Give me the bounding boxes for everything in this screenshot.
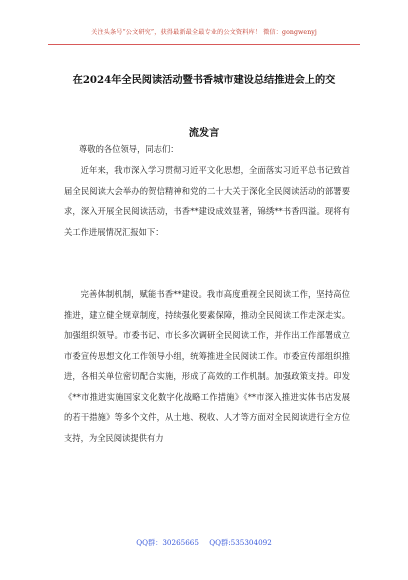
salutation: 尊敬的各位领导，同志们： [79, 144, 179, 154]
document-title-line-2: 流发言 [188, 127, 220, 139]
document-title-line-1: 在2024年全民阅读活动暨书香城市建设总结推进会上的交 [72, 74, 336, 86]
footer-qq-group-2: QQ群:535304092 [209, 538, 272, 547]
header-promo-note: 关注头条号“公文研究”，获得最新最全最专业的公文资料库！ 微信：gongwenyj [91, 29, 317, 36]
footer-qq-group-1: QQ群：30265665 [136, 538, 199, 547]
paragraph-intro: 近年来，我市深入学习贯彻习近平文化思想，全面落实习近平总书记致首届全民阅读大会举办的贺信精神和党的二十大关于深化全民阅读活动的部署要求，深入开展全民阅读活动，书香**建设成效显著，锦绣**书香四溢。现将有关工作进展情况汇报如下： [64, 165, 350, 237]
footer-contact [0, 538, 408, 548]
header-divider [48, 44, 360, 45]
paragraph-mechanism: 完善体制机制，赋能书香**建设。我市高度重视全民阅读工作，坚持高位推进，建立健全规章制度，持续强化要素保障，推动全民阅读工作走深走实。加强组织领导。市委书记、市长多次调研全民阅读工作，并作出工作部署成立市委宣传思想文化工作领导小组，统筹推进全民阅读工作。市委宣传部组织推进，各相关单位密切配合实施，形成了高效的工作机制。加强政策支持。印发《**市推进实施国家文化数字化战略工作措施》《**市深入推进实体书店发展的若干措施》等多个文件，从土地、税收、人才等方面对全民阅读进行全方位支持，为全民阅读提供有力 [64, 289, 350, 443]
